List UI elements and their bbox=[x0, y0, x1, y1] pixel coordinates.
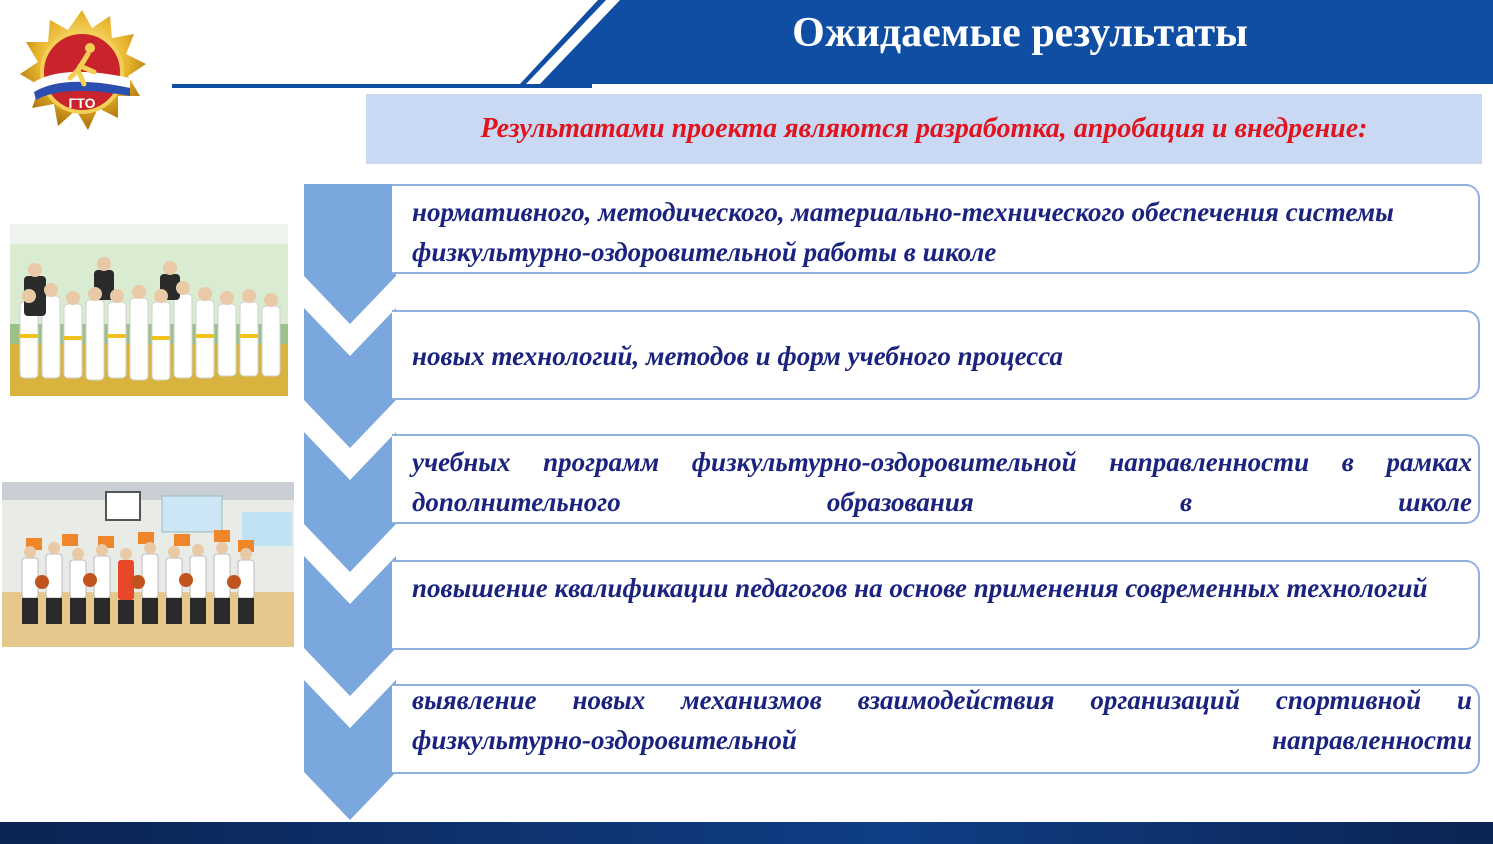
result-item-text: учебных программ физкультурно-оздоровительной направленности в рамках дополнительного образования в школе bbox=[412, 447, 1472, 517]
chevron-icon bbox=[304, 432, 396, 572]
result-item-text: новых технологий, методов и форм учебного процесса bbox=[412, 341, 1063, 371]
gto-medal-icon bbox=[14, 8, 150, 140]
logo-text: ГТО bbox=[68, 95, 96, 111]
result-item-text: повышение квалификации педагогов на основе применения современных технологий bbox=[412, 573, 1428, 603]
subtitle: Результатами проекта являются разработка, апробация и внедрение: bbox=[480, 113, 1368, 144]
result-item-text: выявление новых механизмов взаимодействия организаций спортивной и физкультурно-оздоровительной направленности bbox=[412, 685, 1472, 755]
subtitle-box bbox=[366, 94, 1482, 164]
chevron-icon bbox=[304, 308, 396, 448]
slide-title: Ожидаемые результаты bbox=[792, 10, 1248, 56]
result-item-5 bbox=[392, 684, 1480, 774]
result-item-1 bbox=[392, 184, 1480, 274]
result-item-text: нормативного, методического, материально-технического обеспечения системы физкультурно-оздоровительной работы в школе bbox=[412, 197, 1394, 267]
result-item-4 bbox=[392, 560, 1480, 650]
result-item-2 bbox=[392, 310, 1480, 400]
footer-band bbox=[0, 822, 1493, 844]
result-item-3 bbox=[392, 434, 1480, 524]
chevron-icon bbox=[304, 184, 396, 324]
group-photo-karate-icon bbox=[10, 224, 288, 396]
chevron-icon bbox=[304, 680, 396, 820]
group-photo-gym-icon bbox=[2, 482, 294, 647]
chevron-icon bbox=[304, 556, 396, 696]
